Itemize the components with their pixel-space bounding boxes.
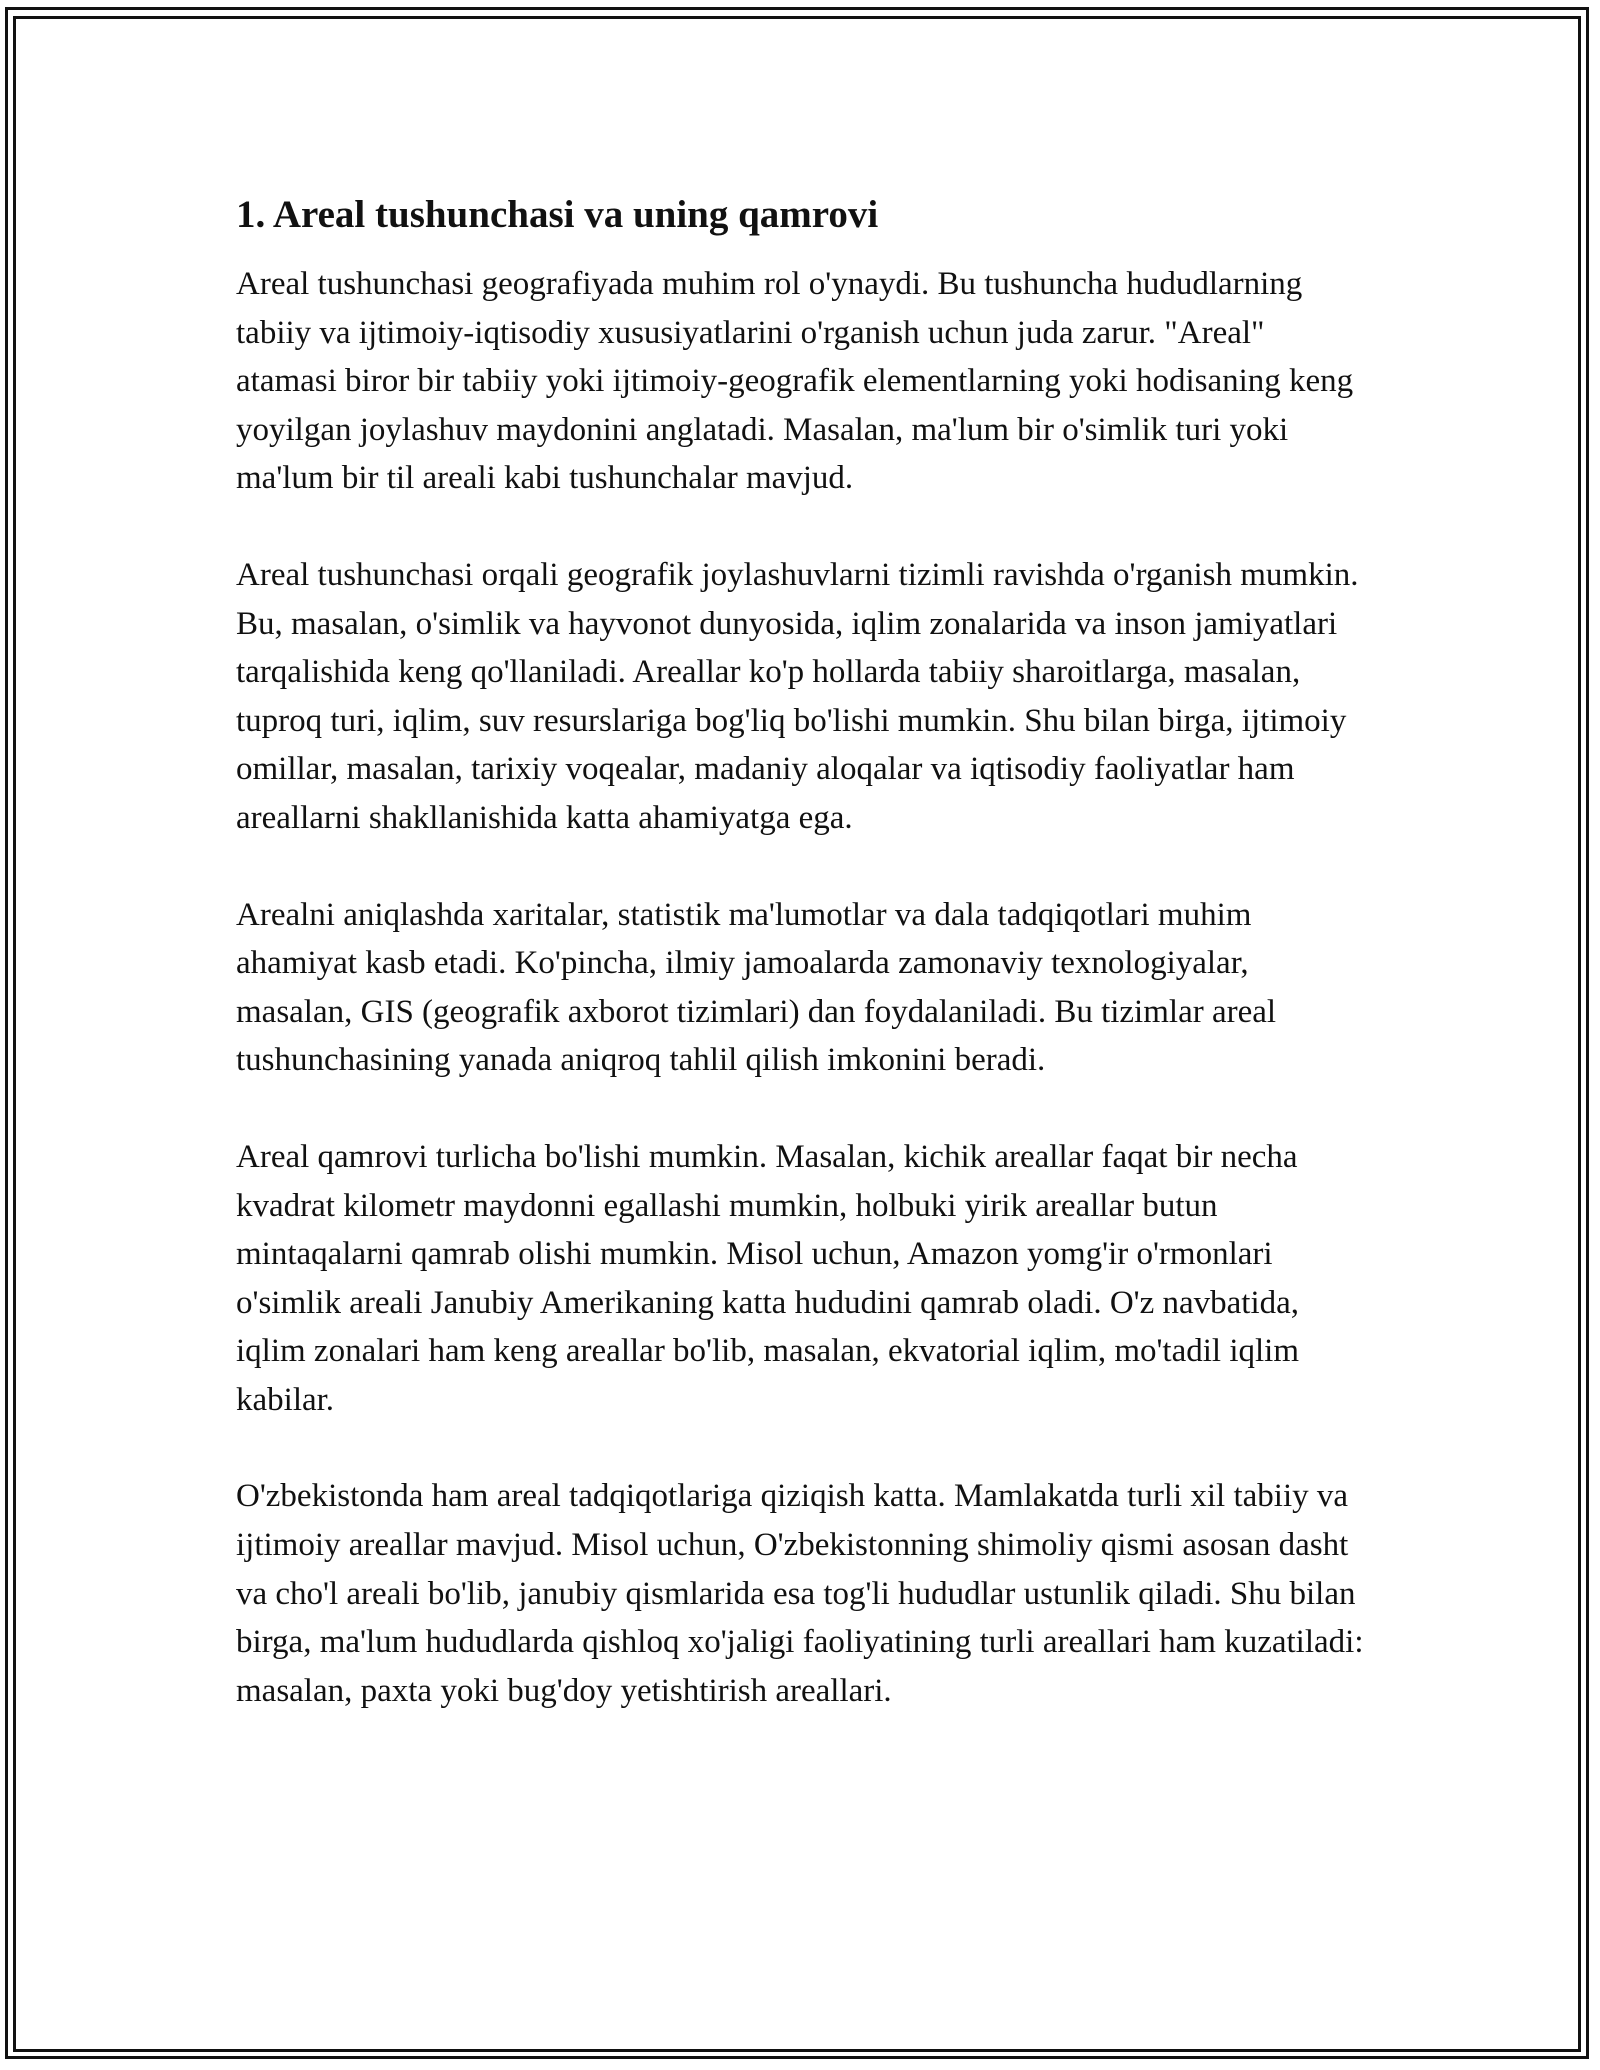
paragraph-4: Areal qamrovi turlicha bo'lishi mumkin. Masalan, kichik areallar faqat bir necha kvadrat kilometr maydonni egallashi mumkin, holbuki yirik areallar butun mintaqalarni qamrab olishi mumkin. Misol uchun, Amazon yomg'ir o'rmonlari o'simlik areali Janubiy Amerikaning katta hududini qamrab oladi. O'z navbatida, iqlim zonalari ham keng areallar bo'lib, masalan, ekvatorial iqlim, mo'tadil iqlim kabilar. [236,1138,1300,1418]
paragraph-3: Arealni aniqlashda xaritalar, statistik ma'lumotlar va dala tadqiqotlari muhim ahamiyat kasb etadi. Ko'pincha, ilmiy jamoalarda zamonaviy texnologiyalar, masalan, GIS (geografik axborot tizimlari) dan foydalaniladi. Bu tizimlar areal tushunchasining yanada aniqroq tahlil qilish imkonini beradi. [236,896,1277,1079]
paragraph-5: O'zbekistonda ham areal tadqiqotlariga qiziqish katta. Mamlakatda turli xil tabiiy va ijtimoiy areallar mavjud. Misol uchun, O'zbekistonning shimoliy qismi asosan dasht va cho'l areali bo'lib, janubiy qismlarida esa tog'li hududlar ustunlik qiladi. Shu bilan birga, ma'lum hududlarda qishloq xo'jaligi faoliyatining turli areallari ham kuzatiladi: masalan, paxta yoki bug'doy yetishtirish areallari. [236,1478,1364,1709]
document-body [236,190,1366,1763]
page-title: 1. Areal tushunchasi va uning qamrovi [236,193,879,236]
paragraph-1: Areal tushunchasi geografiyada muhim rol o'ynaydi. Bu tushuncha hududlarning tabiiy va ijtimoiy-iqtisodiy xususiyatlarini o'rganish uchun juda zarur. "Areal" atamasi biror bir tabiiy yoki ijtimoiy-geografik elementlarning yoki hodisaning keng yoyilgan joylashuv maydonini anglatadi. Masalan, ma'lum bir o'simlik turi yoki ma'lum bir til areali kabi tushunchalar mavjud. [236,266,1354,497]
paragraph-2: Areal tushunchasi orqali geografik joylashuvlarni tizimli ravishda o'rganish mumkin. Bu, masalan, o'simlik va hayvonot dunyosida, iqlim zonalarida va inson jamiyatlari tarqalishida keng qo'llaniladi. Areallar ko'p hollarda tabiiy sharoitlarga, masalan, tuproq turi, iqlim, suv resurslariga bog'liq bo'lishi mumkin. Shu bilan birga, ijtimoiy omillar, masalan, tarixiy voqealar, madaniy aloqalar va iqtisodiy faoliyatlar ham areallarni shakllanishida katta ahamiyatga ega. [236,556,1359,836]
